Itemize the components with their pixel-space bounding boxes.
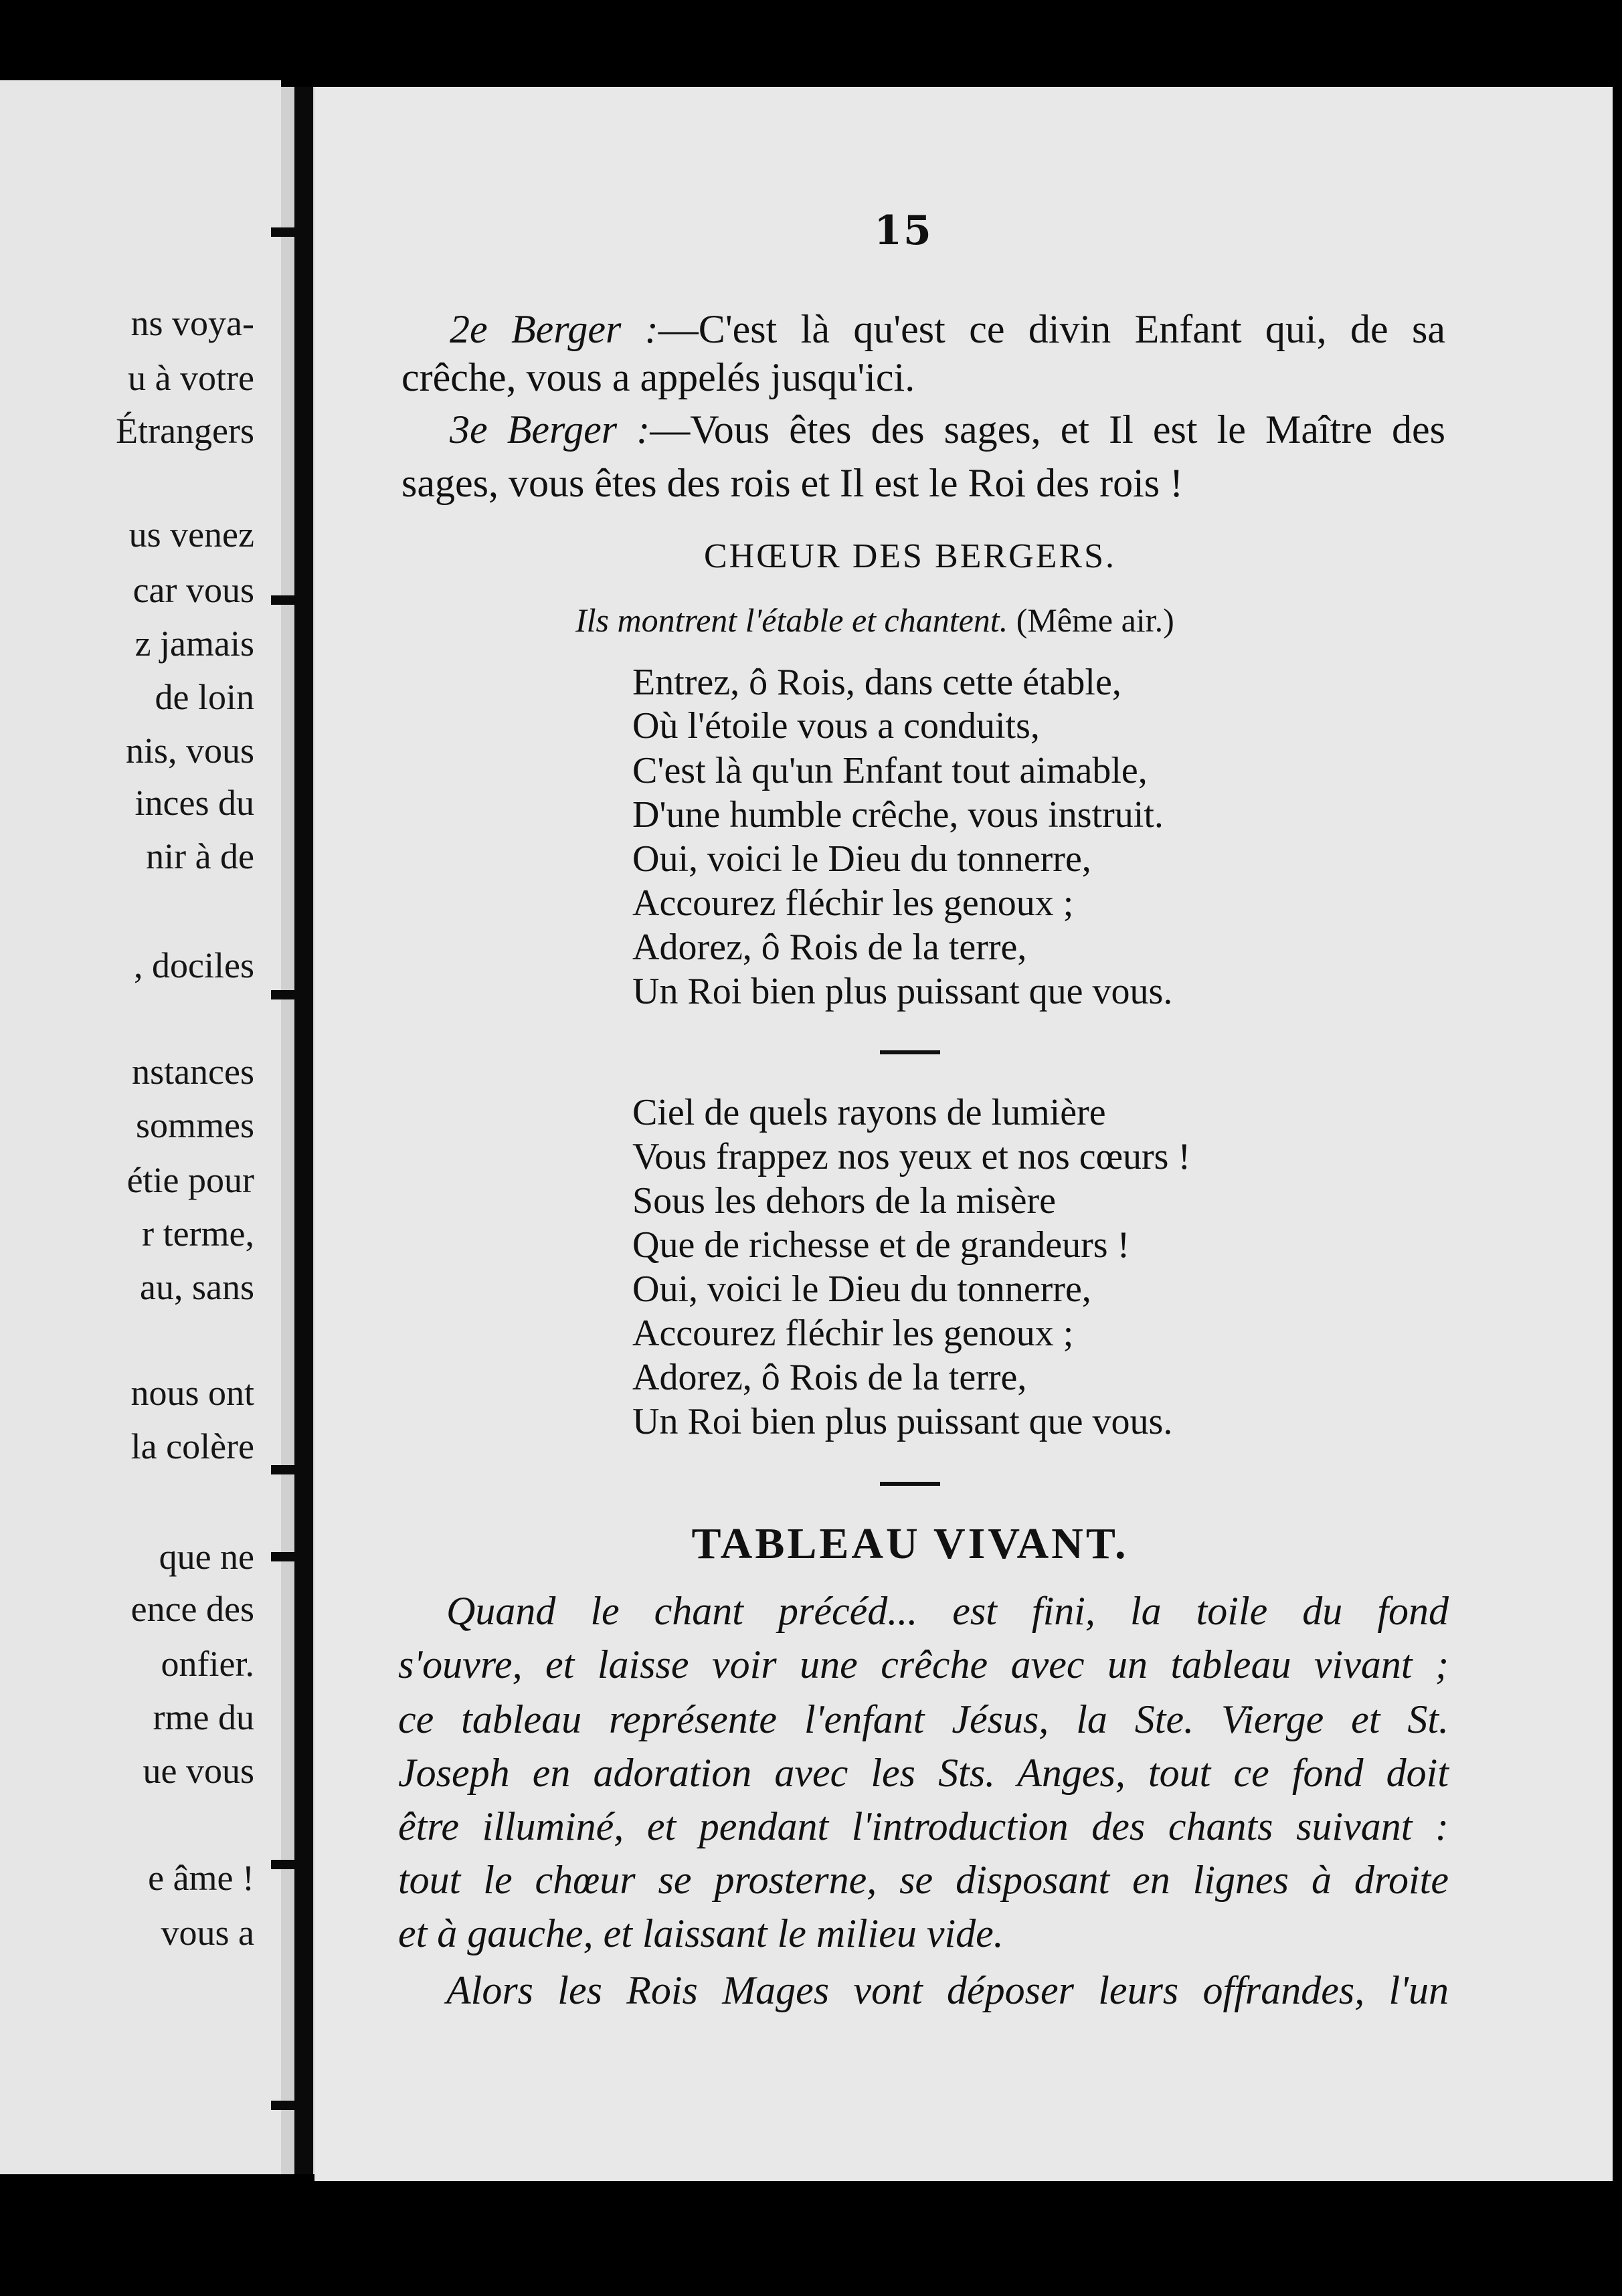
tableau-text-line: Joseph en adoration avec les Sts. Anges, tout ce fond doit [398, 1751, 1449, 1795]
left-page-line: z jamais [134, 624, 254, 664]
binding-stitch [271, 595, 311, 605]
left-page-line: de loin [155, 677, 254, 717]
left-page-line: que ne [159, 1537, 254, 1577]
section-divider [880, 1482, 940, 1486]
dialogue-text: —Vous êtes des sages, et Il est le Maître des [650, 407, 1446, 452]
left-page-line: , dociles [134, 945, 254, 985]
dialogue-line: sages, vous êtes des rois et Il est le Roi des rois ! [401, 461, 1184, 505]
stage-direction-note: (Même air.) [1016, 601, 1174, 639]
verse-line: Sous les dehors de la misère [632, 1180, 1056, 1222]
verse-line: Accourez fléchir les genoux ; [632, 882, 1074, 924]
left-page-line: us venez [128, 514, 254, 555]
left-page-line: au, sans [140, 1267, 254, 1307]
tableau-text-line: Quand le chant précéd... est fini, la toile du fond [446, 1589, 1449, 1633]
chorus-heading: CHŒUR DES BERGERS. [704, 537, 1116, 575]
verse-line: Où l'étoile vous a conduits, [632, 705, 1040, 747]
left-page-line: Étrangers [116, 411, 254, 451]
stage-direction [575, 601, 1174, 640]
left-page-line: étie pour [126, 1160, 254, 1200]
left-page-line: onfier. [161, 1644, 254, 1684]
left-page-line: vous a [161, 1913, 254, 1953]
dialogue-line [401, 309, 1445, 349]
left-page-line: la colère [130, 1426, 254, 1466]
verse-line: D'une humble crêche, vous instruit. [632, 794, 1164, 836]
left-page-fragment [0, 80, 281, 2174]
left-page-line: sommes [135, 1105, 254, 1145]
left-page-line: ence des [130, 1589, 254, 1629]
tableau-text-line: ce tableau représente l'enfant Jésus, la Ste. Vierge et St. [398, 1697, 1449, 1741]
speaker-label: 3e Berger : [450, 407, 650, 452]
tableau-text-line: et à gauche, et laissant le milieu vide. [398, 1911, 1004, 1955]
verse-line: Oui, voici le Dieu du tonnerre, [632, 1268, 1091, 1310]
verse-line: Un Roi bien plus puissant que vous. [632, 1401, 1173, 1442]
tableau-text-line: tout le chœur se prosterne, se disposant en lignes à droite [398, 1858, 1449, 1902]
verse-line: Que de richesse et de grandeurs ! [632, 1224, 1130, 1266]
verse-line: Un Roi bien plus puissant que vous. [632, 971, 1173, 1012]
binding-stitch [271, 990, 311, 999]
dialogue-line [401, 409, 1445, 450]
dialogue-line: crêche, vous a appelés jusqu'ici. [401, 355, 915, 399]
left-page-line: rme du [153, 1697, 254, 1737]
section-divider [880, 1050, 940, 1054]
left-page-line: car vous [132, 570, 254, 610]
left-page-line: nir à de [146, 836, 254, 876]
verse-line: Accourez fléchir les genoux ; [632, 1313, 1074, 1354]
tableau-heading: TABLEAU VIVANT. [691, 1519, 1129, 1568]
verse-line: Vous frappez nos yeux et nos cœurs ! [632, 1136, 1191, 1177]
binding-stitch [271, 2101, 311, 2110]
left-page-line: ue vous [143, 1751, 254, 1791]
tableau-text-line: s'ouvre, et laisse voir une crêche avec un tableau vivant ; [398, 1642, 1449, 1687]
left-page-line: u à votre [128, 358, 254, 398]
binding-stitch [271, 1465, 311, 1474]
left-page-line: nstances [132, 1052, 254, 1092]
left-page-line: r terme, [142, 1214, 254, 1254]
verse-line: Adorez, ô Rois de la terre, [632, 1357, 1027, 1398]
verse-line: C'est là qu'un Enfant tout aimable, [632, 750, 1148, 791]
page-number: 15 [874, 207, 933, 254]
speaker-label: 2e Berger : [450, 307, 658, 351]
tableau-text-line: être illuminé, et pendant l'introduction des chants suivant : [398, 1804, 1449, 1848]
binding-stitch [271, 227, 311, 237]
verse-line: Adorez, ô Rois de la terre, [632, 927, 1027, 968]
left-page-line: nous ont [130, 1373, 254, 1413]
binding-stitch [271, 1552, 311, 1561]
binding-stitch [271, 1860, 311, 1869]
verse-line: Entrez, ô Rois, dans cette étable, [632, 662, 1121, 703]
verse-line: Ciel de quels rayons de lumière [632, 1092, 1106, 1133]
left-page-line: e âme ! [148, 1858, 254, 1898]
left-page-line: ns voya- [130, 303, 254, 343]
tableau-text-line: Alors les Rois Mages vont déposer leurs offrandes, l'un [446, 1968, 1449, 2012]
left-page-line: inces du [134, 783, 254, 823]
left-page-line: nis, vous [125, 731, 254, 771]
verse-line: Oui, voici le Dieu du tonnerre, [632, 838, 1091, 880]
dialogue-text: —C'est là qu'est ce divin Enfant qui, de sa [658, 307, 1446, 351]
stage-direction-italic: Ils montrent l'étable et chantent. [575, 601, 1008, 639]
